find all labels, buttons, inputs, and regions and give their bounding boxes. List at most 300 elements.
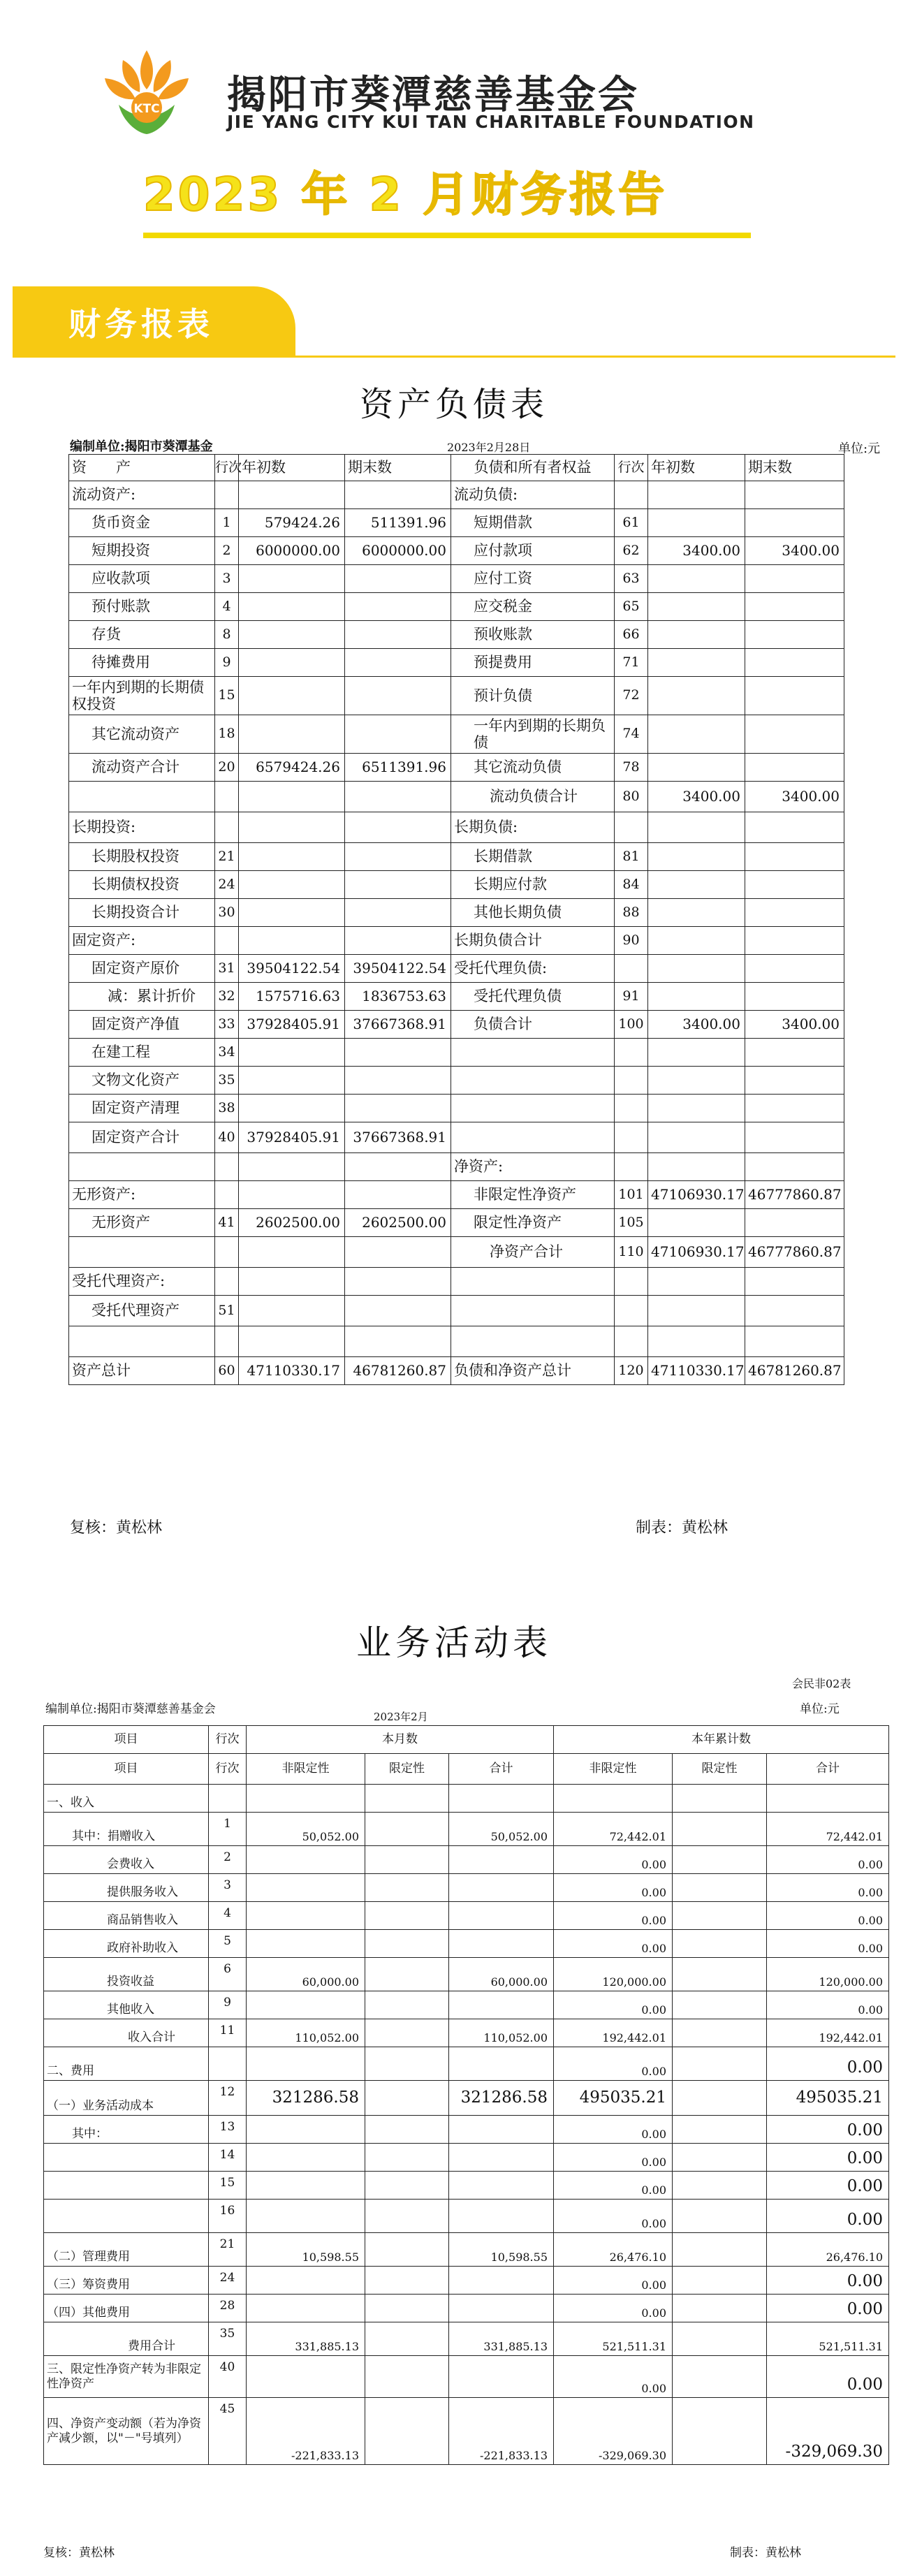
line-number: 105: [615, 1209, 648, 1237]
liability-item: 预计负债: [451, 677, 615, 715]
amount-cell: [365, 2200, 449, 2233]
amount-cell: [673, 2200, 767, 2233]
line-number: 72: [615, 677, 648, 715]
activity-subheader-restricted-ytd: 限定性: [673, 1754, 767, 1785]
asset-item: 资产总计: [69, 1357, 215, 1385]
amount-cell: 521,511.31: [767, 2322, 889, 2356]
amount-cell: [449, 1846, 554, 1874]
liability-item: [451, 1326, 615, 1357]
amount-cell: 3400.00: [745, 537, 844, 565]
line-number: 100: [615, 1011, 648, 1039]
liability-item: 长期借款: [451, 843, 615, 871]
amount-cell: [365, 1930, 449, 1958]
activity-item: [44, 2172, 209, 2200]
amount-cell: 0.00: [554, 1991, 673, 2019]
amount-cell: [365, 1846, 449, 1874]
amount-cell: 0.00: [767, 1930, 889, 1958]
liability-item: 净资产合计: [451, 1237, 615, 1268]
amount-cell: [648, 754, 745, 782]
balance-sheet-header-assets: 资 产: [69, 455, 215, 481]
line-number: 3: [209, 1874, 247, 1902]
amount-cell: 0.00: [767, 1846, 889, 1874]
amount-cell: [648, 1067, 745, 1095]
amount-cell: 72,442.01: [767, 1813, 889, 1846]
amount-cell: [239, 843, 345, 871]
amount-cell: [745, 481, 844, 509]
balance-sheet-row: [69, 593, 844, 621]
line-number: 60: [215, 1357, 239, 1385]
amount-cell: 2602500.00: [345, 1209, 451, 1237]
balance-sheet-row: [69, 1153, 844, 1181]
liability-item: 短期借款: [451, 509, 615, 537]
amount-cell: 47106930.17: [648, 1237, 745, 1268]
amount-cell: [247, 2172, 365, 2200]
line-number: 24: [209, 2267, 247, 2295]
amount-cell: 511391.96: [345, 509, 451, 537]
amount-cell: [365, 2172, 449, 2200]
balance-sheet-preparer: 制表：黄松林: [636, 1519, 728, 1537]
liability-item: [451, 1039, 615, 1067]
amount-cell: [648, 481, 745, 509]
amount-cell: [648, 677, 745, 715]
balance-sheet-row: [69, 715, 844, 754]
amount-cell: 47106930.17: [648, 1181, 745, 1209]
activity-header-row: [44, 1726, 889, 1754]
amount-cell: [648, 871, 745, 899]
line-number: 78: [615, 754, 648, 782]
amount-cell: [648, 1209, 745, 1237]
amount-cell: 10,598.55: [247, 2233, 365, 2267]
line-number: 51: [215, 1296, 239, 1326]
balance-sheet-row: [69, 1067, 844, 1095]
line-number: 71: [615, 649, 648, 677]
amount-cell: 120,000.00: [767, 1958, 889, 1991]
amount-cell: 0.00: [767, 1902, 889, 1930]
amount-cell: 6511391.96: [345, 754, 451, 782]
amount-cell: [365, 1813, 449, 1846]
liability-item: 流动负债合计: [451, 782, 615, 812]
balance-sheet-header-line-2: 行次: [615, 455, 648, 481]
liability-item: 负债合计: [451, 1011, 615, 1039]
balance-sheet-row: [69, 1039, 844, 1067]
line-number: 32: [215, 983, 239, 1011]
amount-cell: -329,069.30: [554, 2398, 673, 2465]
amount-cell: [673, 2267, 767, 2295]
amount-cell: [745, 843, 844, 871]
activity-item: 费用合计: [44, 2322, 209, 2356]
balance-sheet-row: [69, 481, 844, 509]
section-divider: [13, 356, 895, 358]
line-number: 1: [215, 509, 239, 537]
amount-cell: 39504122.54: [345, 955, 451, 983]
amount-cell: 331,885.13: [247, 2322, 365, 2356]
activity-item: 收入合计: [44, 2019, 209, 2047]
liability-item: 负债和净资产总计: [451, 1357, 615, 1385]
balance-sheet-row: [69, 1326, 844, 1357]
amount-cell: [673, 1813, 767, 1846]
activity-header-year-total: 本年累计数: [554, 1726, 889, 1754]
activity-item: 其他收入: [44, 1991, 209, 2019]
line-number: 62: [615, 537, 648, 565]
amount-cell: [745, 1209, 844, 1237]
amount-cell: [345, 1326, 451, 1357]
amount-cell: 0.00: [767, 2047, 889, 2081]
amount-cell: 0.00: [767, 2116, 889, 2144]
activity-subheader-item: 项目: [44, 1754, 209, 1785]
line-number: [215, 1153, 239, 1181]
amount-cell: [648, 1095, 745, 1122]
balance-sheet-row: [69, 1209, 844, 1237]
amount-cell: 0.00: [554, 2200, 673, 2233]
amount-cell: 0.00: [767, 2356, 889, 2398]
balance-sheet-row: [69, 565, 844, 593]
liability-item: [451, 1067, 615, 1095]
activity-statement-table: [43, 1725, 889, 2465]
activity-item: 其中：捐赠收入: [44, 1813, 209, 1846]
amount-cell: 72,442.01: [554, 1813, 673, 1846]
amount-cell: [247, 2200, 365, 2233]
activity-item: 会费收入: [44, 1846, 209, 1874]
line-number: 9: [209, 1991, 247, 2019]
amount-cell: [345, 593, 451, 621]
line-number: 21: [215, 843, 239, 871]
amount-cell: [345, 782, 451, 812]
line-number: [215, 481, 239, 509]
amount-cell: [449, 1930, 554, 1958]
amount-cell: [673, 2322, 767, 2356]
amount-cell: [673, 2144, 767, 2172]
amount-cell: [345, 1095, 451, 1122]
line-number: [615, 1268, 648, 1296]
amount-cell: [345, 1237, 451, 1268]
amount-cell: [673, 2116, 767, 2144]
amount-cell: 46777860.87: [745, 1181, 844, 1209]
amount-cell: [239, 1237, 345, 1268]
amount-cell: [745, 899, 844, 927]
amount-cell: [745, 565, 844, 593]
balance-sheet-title: 资产负债表: [359, 385, 548, 424]
line-number: 88: [615, 899, 648, 927]
activity-row: [44, 1785, 889, 1813]
line-number: [215, 812, 239, 843]
amount-cell: 321286.58: [247, 2081, 365, 2116]
amount-cell: 60,000.00: [247, 1958, 365, 1991]
line-number: [209, 1785, 247, 1813]
amount-cell: 3400.00: [745, 1011, 844, 1039]
asset-item: [69, 1153, 215, 1181]
amount-cell: [247, 1785, 365, 1813]
amount-cell: [745, 1095, 844, 1122]
asset-item: 固定资产净值: [69, 1011, 215, 1039]
amount-cell: [365, 2047, 449, 2081]
amount-cell: 331,885.13: [449, 2322, 554, 2356]
amount-cell: [239, 1153, 345, 1181]
balance-sheet-reviewer: 复核：黄松林: [70, 1519, 163, 1537]
amount-cell: 1575716.63: [239, 983, 345, 1011]
line-number: [615, 1095, 648, 1122]
amount-cell: [745, 1296, 844, 1326]
activity-row: [44, 1846, 889, 1874]
amount-cell: [449, 1991, 554, 2019]
amount-cell: [449, 2172, 554, 2200]
amount-cell: [247, 1902, 365, 1930]
activity-currency: 单位:元: [800, 1702, 840, 1716]
amount-cell: 26,476.10: [767, 2233, 889, 2267]
amount-cell: [239, 649, 345, 677]
line-number: 61: [615, 509, 648, 537]
amount-cell: [239, 1039, 345, 1067]
amount-cell: 0.00: [554, 2144, 673, 2172]
amount-cell: 0.00: [767, 1991, 889, 2019]
asset-item: 长期投资合计: [69, 899, 215, 927]
amount-cell: 0.00: [767, 2200, 889, 2233]
amount-cell: 0.00: [554, 2267, 673, 2295]
asset-item: [69, 782, 215, 812]
amount-cell: [449, 2356, 554, 2398]
line-number: 66: [615, 621, 648, 649]
activity-subheader-total-ytd: 合计: [767, 1754, 889, 1785]
line-number: 120: [615, 1357, 648, 1385]
line-number: 11: [209, 2019, 247, 2047]
amount-cell: [673, 2172, 767, 2200]
line-number: 74: [615, 715, 648, 754]
amount-cell: [239, 871, 345, 899]
line-number: [215, 782, 239, 812]
amount-cell: 37667368.91: [345, 1122, 451, 1153]
amount-cell: [365, 2267, 449, 2295]
amount-cell: [673, 1958, 767, 1991]
amount-cell: [345, 843, 451, 871]
line-number: 35: [209, 2322, 247, 2356]
amount-cell: 0.00: [554, 2295, 673, 2322]
amount-cell: 495035.21: [767, 2081, 889, 2116]
asset-item: 长期股权投资: [69, 843, 215, 871]
amount-cell: [239, 593, 345, 621]
amount-cell: [745, 754, 844, 782]
asset-item: 无形资产: [69, 1209, 215, 1237]
line-number: 2: [215, 537, 239, 565]
liability-item: [451, 1122, 615, 1153]
liability-item: [451, 1268, 615, 1296]
amount-cell: 3400.00: [745, 782, 844, 812]
amount-cell: [745, 1326, 844, 1357]
line-number: 34: [215, 1039, 239, 1067]
amount-cell: [648, 509, 745, 537]
amount-cell: [239, 1067, 345, 1095]
amount-cell: 46781260.87: [745, 1357, 844, 1385]
line-number: 15: [215, 677, 239, 715]
line-number: 5: [209, 1930, 247, 1958]
activity-subheader-line: 行次: [209, 1754, 247, 1785]
asset-item: 流动资产:: [69, 481, 215, 509]
line-number: 31: [215, 955, 239, 983]
line-number: 110: [615, 1237, 648, 1268]
amount-cell: 50,052.00: [449, 1813, 554, 1846]
amount-cell: [449, 2267, 554, 2295]
amount-cell: [648, 1296, 745, 1326]
activity-item: 其中：: [44, 2116, 209, 2144]
activity-row: [44, 2295, 889, 2322]
amount-cell: [345, 812, 451, 843]
amount-cell: [345, 565, 451, 593]
activity-row: [44, 2233, 889, 2267]
amount-cell: [365, 2019, 449, 2047]
amount-cell: [247, 1991, 365, 2019]
activity-item: 提供服务收入: [44, 1874, 209, 1902]
amount-cell: [247, 2144, 365, 2172]
amount-cell: [345, 1268, 451, 1296]
balance-sheet-header-closing: 期末数: [345, 455, 451, 481]
amount-cell: [745, 509, 844, 537]
line-number: 4: [209, 1902, 247, 1930]
activity-subheader-unrestricted: 非限定性: [247, 1754, 365, 1785]
amount-cell: [449, 2047, 554, 2081]
activity-item: [44, 2144, 209, 2172]
activity-row: [44, 1813, 889, 1846]
amount-cell: [239, 927, 345, 955]
line-number: 38: [215, 1095, 239, 1122]
amount-cell: [365, 2322, 449, 2356]
amount-cell: 6579424.26: [239, 754, 345, 782]
amount-cell: [345, 1181, 451, 1209]
amount-cell: [648, 983, 745, 1011]
amount-cell: [365, 1902, 449, 1930]
amount-cell: [648, 1122, 745, 1153]
report-title: 2023 年 2 月财务报告: [142, 168, 668, 221]
foundation-logo-icon: [98, 43, 196, 138]
liability-item: 其它流动负债: [451, 754, 615, 782]
activity-item: 政府补助收入: [44, 1930, 209, 1958]
amount-cell: [365, 1785, 449, 1813]
amount-cell: [745, 812, 844, 843]
line-number: [615, 1122, 648, 1153]
amount-cell: [648, 593, 745, 621]
asset-item: 待摊费用: [69, 649, 215, 677]
activity-row: [44, 2398, 889, 2465]
amount-cell: 321286.58: [449, 2081, 554, 2116]
liability-item: 应交税金: [451, 593, 615, 621]
activity-item: 一、收入: [44, 1785, 209, 1813]
line-number: [215, 1237, 239, 1268]
line-number: [209, 2047, 247, 2081]
line-number: 1: [209, 1813, 247, 1846]
amount-cell: [247, 2267, 365, 2295]
amount-cell: [247, 1846, 365, 1874]
activity-header-line: 行次: [209, 1726, 247, 1754]
logo-text: KTC: [133, 102, 160, 116]
balance-sheet-row: [69, 677, 844, 715]
asset-item: 长期投资:: [69, 812, 215, 843]
amount-cell: [449, 1874, 554, 1902]
balance-sheet-header-opening: 年初数: [239, 455, 345, 481]
activity-header-this-month: 本月数: [247, 1726, 554, 1754]
amount-cell: 0.00: [554, 1846, 673, 1874]
asset-item: 受托代理资产: [69, 1296, 215, 1326]
activity-unit: 编制单位:揭阳市葵潭慈善基金会: [45, 1702, 216, 1716]
amount-cell: [648, 565, 745, 593]
amount-cell: [673, 2356, 767, 2398]
amount-cell: 3400.00: [648, 537, 745, 565]
amount-cell: 6000000.00: [345, 537, 451, 565]
amount-cell: [247, 1930, 365, 1958]
balance-sheet-row: [69, 927, 844, 955]
line-number: 33: [215, 1011, 239, 1039]
amount-cell: 37667368.91: [345, 1011, 451, 1039]
amount-cell: 0.00: [554, 1930, 673, 1958]
balance-sheet-row: [69, 1011, 844, 1039]
balance-sheet-row: [69, 1357, 844, 1385]
amount-cell: [365, 1991, 449, 2019]
balance-sheet-row: [69, 1122, 844, 1153]
amount-cell: [673, 1785, 767, 1813]
liability-item: 受托代理负债: [451, 983, 615, 1011]
amount-cell: [745, 593, 844, 621]
asset-item: 货币资金: [69, 509, 215, 537]
amount-cell: 192,442.01: [767, 2019, 889, 2047]
activity-item: （三）筹资费用: [44, 2267, 209, 2295]
amount-cell: [239, 481, 345, 509]
amount-cell: 37928405.91: [239, 1122, 345, 1153]
activity-subheader-unrestricted-ytd: 非限定性: [554, 1754, 673, 1785]
activity-row: [44, 2200, 889, 2233]
liability-item: 净资产:: [451, 1153, 615, 1181]
asset-item: 其它流动资产: [69, 715, 215, 754]
balance-sheet-row: [69, 509, 844, 537]
balance-sheet-date: 2023年2月28日: [447, 441, 531, 454]
asset-item: 在建工程: [69, 1039, 215, 1067]
activity-row: [44, 2172, 889, 2200]
asset-item: [69, 1326, 215, 1357]
line-number: 24: [215, 871, 239, 899]
amount-cell: [345, 1153, 451, 1181]
amount-cell: 26,476.10: [554, 2233, 673, 2267]
amount-cell: 0.00: [767, 2144, 889, 2172]
section-tab-label: 财务报表: [68, 305, 214, 343]
amount-cell: [239, 1326, 345, 1357]
amount-cell: [767, 1785, 889, 1813]
liability-item: 长期负债合计: [451, 927, 615, 955]
line-number: 63: [615, 565, 648, 593]
liability-item: 长期负债:: [451, 812, 615, 843]
line-number: [615, 1326, 648, 1357]
activity-reviewer: 复核：黄松林: [43, 2546, 115, 2560]
balance-sheet-row: [69, 649, 844, 677]
amount-cell: 521,511.31: [554, 2322, 673, 2356]
amount-cell: 46781260.87: [345, 1357, 451, 1385]
amount-cell: [745, 983, 844, 1011]
asset-item: 长期债权投资: [69, 871, 215, 899]
amount-cell: [239, 1095, 345, 1122]
line-number: [615, 955, 648, 983]
activity-item: 二、费用: [44, 2047, 209, 2081]
balance-sheet-row: [69, 1296, 844, 1326]
line-number: 4: [215, 593, 239, 621]
amount-cell: [345, 481, 451, 509]
amount-cell: [673, 1902, 767, 1930]
liability-item: [451, 1095, 615, 1122]
line-number: 3: [215, 565, 239, 593]
amount-cell: [673, 2019, 767, 2047]
amount-cell: 0.00: [554, 2116, 673, 2144]
line-number: [615, 812, 648, 843]
liability-item: 流动负债:: [451, 481, 615, 509]
activity-row: [44, 2356, 889, 2398]
asset-item: 减：累计折价: [69, 983, 215, 1011]
amount-cell: [648, 1153, 745, 1181]
amount-cell: 0.00: [767, 2267, 889, 2295]
asset-item: 固定资产合计: [69, 1122, 215, 1153]
amount-cell: [673, 1874, 767, 1902]
